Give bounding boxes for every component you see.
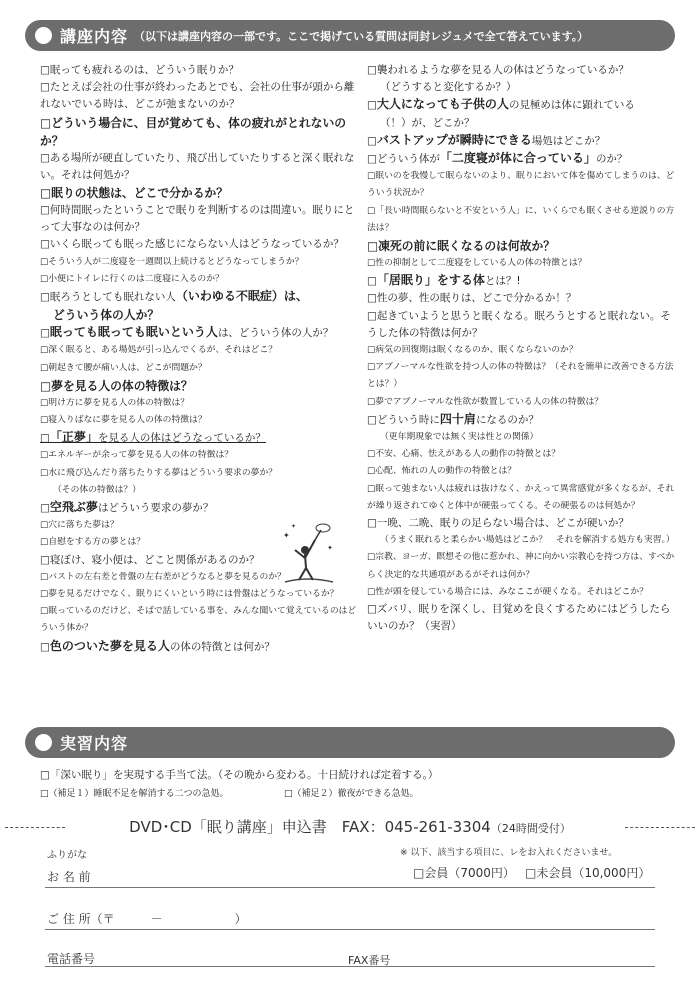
course-section-title: 講座内容 — [60, 27, 129, 46]
question-item: （更年期現象では無く実は性との関係） — [380, 432, 539, 443]
question-item: □眠ろうとしても眠れない人（いわゆる不眠症）は、 — [40, 289, 308, 304]
question-item: □そういう人が二度寝を一週間以上続けるとどうなってしまうか？ — [40, 256, 304, 267]
bullet-circle-icon — [35, 27, 52, 44]
divider — [625, 827, 695, 828]
practice-note-2: □（補足２）徹夜ができる急処。 — [284, 789, 419, 799]
question-item: （うまく眠れると柔らかい場処はどこか？ それを解消する処方も実習。） — [380, 535, 675, 546]
name-label: お 名 前 — [47, 870, 91, 884]
question-item: □明け方に夢を見る人の体の特徴は？ — [40, 397, 190, 408]
question-item: □寝ぼけ、寝小便は、どこと関係があるのか？ — [40, 553, 260, 566]
question-item: □病気の回復期は眠くなるのか、眠くならないのか？ — [367, 345, 578, 356]
question-item: □ある場所が硬直していたり、飛び出していたりすると深く眠れない。それは何処か？ — [40, 151, 355, 181]
svg-text:✦: ✦ — [283, 531, 290, 540]
question-item: □凍死の前に眠くなるのは何故か？ — [367, 239, 556, 254]
question-item: □眠いのを我慢して眠らないのより、眠りにおいて体を傷めてしまうのは、どういう状況か？ — [367, 171, 675, 199]
order-form-header — [0, 816, 700, 838]
question-item: □心配、怖れの人の動作の特徴とは？ — [367, 466, 517, 477]
question-item: □朝起きて腰が痛い人は、どこが問題か？ — [40, 362, 207, 373]
question-item: □宗教、ヨーガ、瞑想その他に惹かれ、神に向かい宗教心を持つ方は、すべからく決定的な共通項があるがそれは何か？ — [367, 552, 675, 580]
question-item: □どういう場合に、目が覚めても、体の疲れがとれないのか？ — [40, 115, 347, 148]
question-item: □襲われるような夢を見る人の体はどうなっているか？ — [367, 64, 629, 76]
question-item: □「正夢」を見る人の体はどうなっているか？ — [40, 430, 266, 445]
question-item: □不安、心痛、怯えがある人の動作の特徴とは？ — [367, 449, 561, 460]
question-item: （どうすると変化するか？） — [380, 81, 517, 94]
question-item: □眠っているのだけど、そばで話している事を、みんな聞いて覚えているのはどういう体か？ — [40, 606, 357, 634]
name-field[interactable] — [45, 887, 655, 888]
question-item: □何時間眠ったということで眠りを判断するのは間違い。眠りにとって大事なのは何か？ — [40, 204, 355, 234]
question-item: □色のついた夢を見る人の体の特徴とは何か？ — [40, 638, 275, 653]
question-item: □性の夢、性の眠りは、どこで分かるか！？ — [367, 292, 577, 305]
question-item: □眠りの状態は、どこで分かるか？ — [40, 186, 229, 201]
question-item: □眠って弛まない人は疲れは抜けなく、かえって異常感覚が多くなるが、それが繰り返されてゆくと体中が硬張ってくる。その硬張るのは何処か？ — [367, 483, 675, 511]
question-item: □いくら眠っても眠った感じにならない人はどうなっているか？ — [40, 238, 344, 251]
member-checkbox[interactable]: □会員（7000円） — [413, 866, 515, 880]
question-item: □空飛ぶ夢はどういう要求の夢か？ — [40, 500, 214, 515]
question-item: □バストの左右差と骨盤の左右差がどうなると夢を見るのか？ — [40, 571, 286, 582]
question-item: □バストアップが瞬時にできる場処はどこか？ — [367, 132, 606, 147]
fax-label: FAX番号 — [348, 954, 391, 967]
question-item: □どういう時に四十肩になるのか？ — [367, 411, 539, 426]
question-item: □性が頭を侵している場合には、みなここが硬くなる。それはどこか？ — [367, 586, 649, 597]
practice-section-header — [25, 727, 675, 758]
question-item: □たとえば会社の仕事が終わったあとでも、会社の仕事が頭から離れないでいる時は、どこが弛まないのか？ — [40, 81, 355, 111]
question-item: □夢を見るだけでなく、眠りにくいという時には骨盤はどうなっているか？ — [40, 589, 339, 600]
svg-text:✦: ✦ — [291, 523, 297, 530]
address-field[interactable] — [45, 929, 655, 930]
question-item: どういう体の人か？ — [53, 308, 160, 323]
address-label: ご 住 所（〒 － ） — [47, 912, 247, 926]
question-item: □性の抑制として二度寝をしている人の体の特徴とは？ — [367, 258, 587, 269]
question-item: □深く眠ると、ある場処が引っ込んでくるが、それはどこ？ — [40, 345, 278, 356]
question-item: □どういう体が「二度寝が体に合っている」のか？ — [367, 151, 628, 166]
question-item: □起きていようと思うと眠くなる。眠ろうとすると眠れない。そうした体の特徴は何か？ — [367, 309, 671, 339]
question-item: □小便にトイレに行くのは二度寝に入るのか？ — [40, 273, 224, 284]
question-item: □眠っても眠っても眠いという人は、どういう体の人か？ — [40, 325, 334, 340]
question-item: □アブノーマルな性欲を持つ人の体の特徴は？（それを簡単に改善できる方法とは？） — [367, 362, 674, 390]
question-item: □穴に落ちた夢は？ — [40, 520, 119, 531]
person-catching-dream-illustration — [275, 520, 339, 590]
question-item: □大人になっても子供の人の見極めは体に顕れている — [367, 97, 635, 112]
practice-note-1: □（補足１）睡眠不足を解消する二つの急処。 — [40, 789, 229, 799]
question-item: □一晩、二晩、眠りの足らない場合は、どこが硬いか？ — [367, 517, 629, 530]
furigana-label: ふりがな — [47, 850, 87, 861]
question-item: □自慰をする方の夢とは？ — [40, 537, 146, 548]
bullet-circle-icon — [35, 734, 52, 751]
question-item: （その体の特徴は？） — [53, 484, 141, 495]
practice-main-text: □「深い眠り」を実現する手当て法。（その晩から変わる。十日続ければ定着する。） — [40, 769, 439, 781]
phone-fax-field[interactable] — [45, 966, 655, 967]
phone-label: 電話番号 — [47, 952, 96, 966]
question-item: □寝入りばなに夢を見る人の体の特徴は？ — [40, 415, 207, 426]
question-item: □ズバリ、眠りを深くし、目覚めを良くするためにはどうしたらいいのか？（実習） — [367, 603, 671, 633]
question-item: □夢でアブノーマルな性欲が数置している人の体の特徴は？ — [367, 396, 604, 407]
course-section-header — [25, 20, 675, 51]
svg-text:✦: ✦ — [327, 544, 333, 552]
order-notice: ※ 以下、該当する項目に、レをお入れくださいませ。 — [400, 848, 618, 858]
question-item: □「居眠り」をする体とは？! — [367, 273, 521, 288]
order-form-title: DVD･CD「眠り講座」申込書 FAX：045-261-3304（24時間受付） — [129, 818, 571, 836]
question-item: □眠っても疲れるのは、どういう眠りか？ — [40, 64, 239, 76]
question-item: □「長い時間眠らないと不安という人」に、いくらでも眠くさせる逆説りの方法は？ — [367, 205, 675, 233]
right-question-column — [367, 62, 677, 636]
practice-section-title: 実習内容 — [60, 734, 129, 753]
course-section-note: （以下は講座内容の一部です。ここで掲げている質問は同封レジュメで全て答えています。） — [134, 29, 589, 43]
question-item: （！）が、どこか？ — [380, 116, 475, 129]
question-item: □水に飛び込んだり落ちたりする夢はどういう要求の夢か？ — [40, 467, 278, 478]
question-item: □夢を見る人の体の特徴は？ — [40, 378, 193, 393]
non-member-checkbox[interactable]: □未会員（10,000円） — [525, 866, 651, 880]
question-item: □エネルギーが余って夢を見る人の体の特徴は？ — [40, 450, 234, 461]
